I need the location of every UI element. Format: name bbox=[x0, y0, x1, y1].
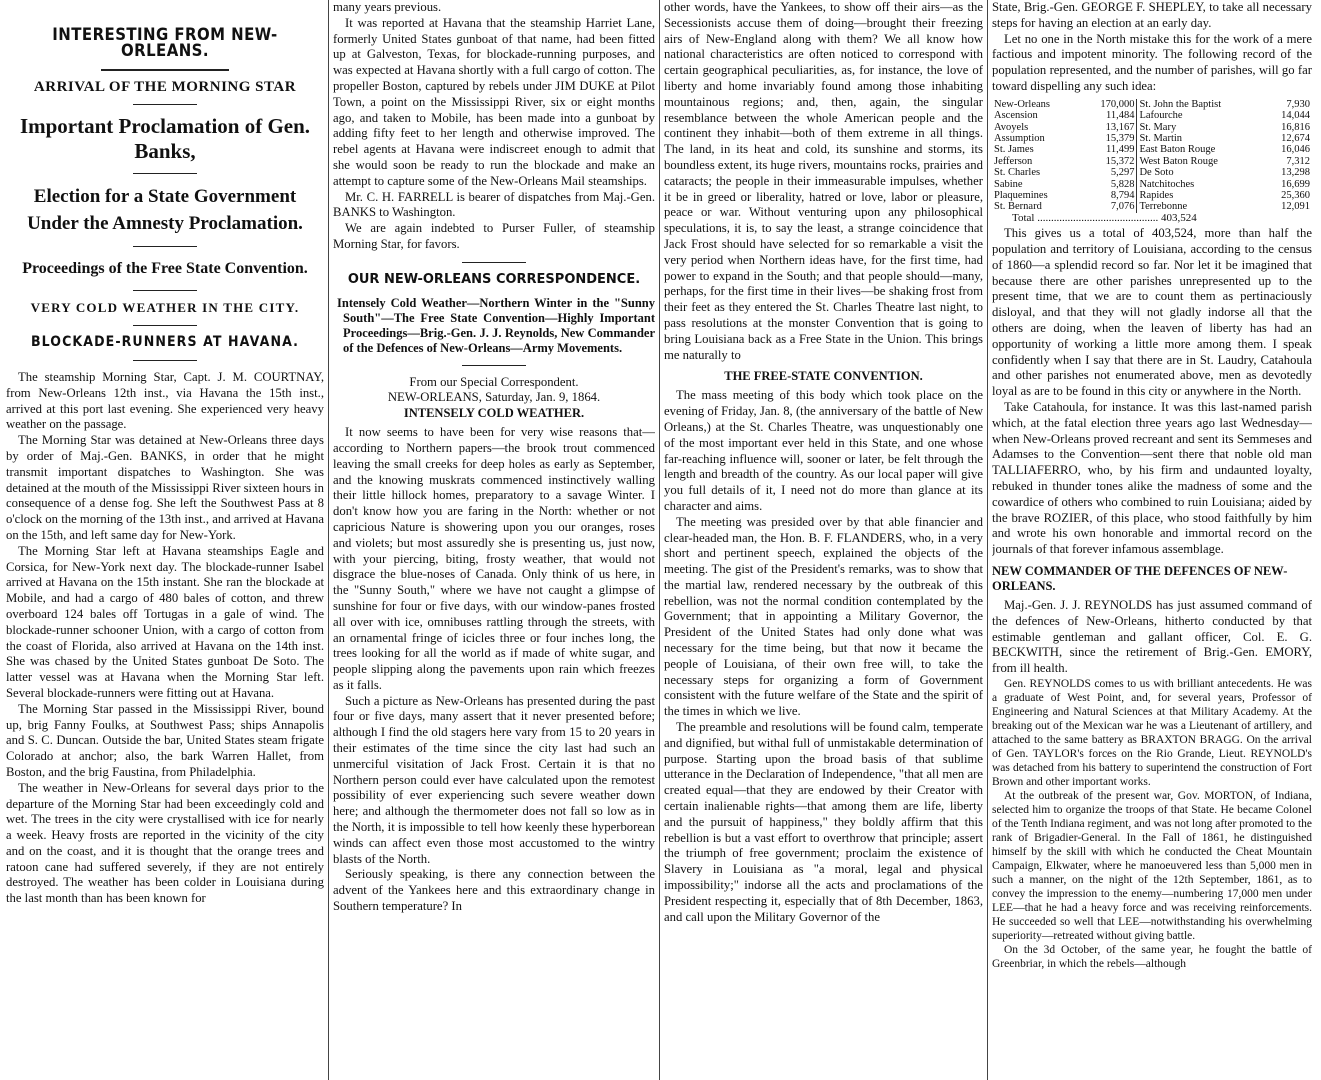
paragraph: This gives us a total of 403,524, more than half the population and territory of Louisiana, according to the census of 1860—a splendid record so far. Nor let it be imagined that because there are other parishes unrepresented up to the present time, that we are to count them as pertinaciously disloyal, and that they will not gladly indorse all that the others are doing, when the leaven of liberty has had an opportunity of working a little more among them. I speak confidently when I say that there are in St. Laudry, Catahoula and other parishes not enumerated above, men as devotedly loyal as are to be found in this city or anywhere in the North. bbox=[992, 226, 1312, 399]
paragraph: Take Catahoula, for instance. It was this last-named parish which, at the fatal election three years ago last Wednesday—when New-Orleans proved recreant and sent its Semmeses and Adamses to the Convention—sent there that noble old man TALLIAFERRO, who, by his firm and undaunted loyalty, rebuked in thunder tones alike the madness of some and the cowardice of others who combined to ruin Louisiana; aided by the brave ROZIER, of this place, who stood faithfully by him and wrote his own honorable and immortal record on the journals of that forever infamous assemblage. bbox=[992, 400, 1312, 557]
paragraph: The preamble and resolutions will be found calm, temperate and dignified, but withal full of unmistakable determination of purpose. Starting upon the broad basis of that sublime utterance in the Declaration of Independence, "that all men are created equal—that they are endowed by their Creator with certain inalienable rights—that among them are life, liberty and the pursuit of happiness," they boldly affirm that this rebellion is but a vast effort to overthrow that principle; assert the triumph of free government; proclaim the existence of Slavery in Louisiana as "a moral, legal and physical impossibility;" indorse all the acts and proclamations of the President respecting it, especially that of 8th December, 1863, and call upon the Military Governor of the bbox=[664, 720, 983, 924]
parish-name: Ascension bbox=[994, 110, 1038, 122]
population-table bbox=[992, 99, 1312, 224]
parish-name: Jefferson bbox=[994, 155, 1033, 167]
headline-proclamation: Important Proclamation of Gen. Banks, bbox=[19, 114, 311, 164]
divider bbox=[133, 290, 197, 291]
population-row bbox=[992, 167, 1312, 178]
parish-name: West Baton Rouge bbox=[1139, 155, 1218, 167]
total-value: 403,524 bbox=[1160, 211, 1197, 224]
parish-name: Natchitoches bbox=[1139, 178, 1195, 190]
population-row bbox=[992, 133, 1312, 144]
population-row bbox=[992, 179, 1312, 190]
paragraph: Gen. REYNOLDS comes to us with brilliant antecedents. He was a graduate of West Point, and, for several years, Professor of Engineering and Natural Sciences at that Military Academy. At the breaking out of the Mexican war he was a Lieutenant of artillery, and attached to the same battery as BRAXTON BRAGG. On the arrival of Gen. TAYLOR's forces on the Rio Grande, Lieut. REYNOLD's was detached from his battery to superintend the construction of Fort Brown and other important works. bbox=[992, 677, 1312, 788]
parish-population: 16,046 bbox=[1281, 144, 1310, 156]
parish-population: 14,044 bbox=[1281, 110, 1310, 122]
population-row bbox=[992, 190, 1312, 201]
parish-name: Lafourche bbox=[1139, 110, 1183, 122]
divider bbox=[133, 360, 197, 361]
population-total: Total ............................................ 403,524 bbox=[1012, 211, 1197, 224]
divider bbox=[133, 104, 197, 105]
headline-convention: Proceedings of the Free State Convention. bbox=[22, 260, 308, 278]
paragraph: The Morning Star passed in the Mississippi River, bound up, brig Fanny Foulks, at Southwest Pass; ships Annapolis and S. C. Duncan. Outside the bar, United States steam frigate Colorado at anchor; also, the bark Warren Hallet, from Boston, and the brig Faustina, from Philadelphia. bbox=[6, 701, 324, 779]
paragraph: It now seems to have been for very wise reasons that—according to Northern papers—the brook trout commenced leaving the small creeks for deep holes as early as September, and the knowing muskrats commenced instinctively walling their little hillock homes, preparatory to a savage Winter. I don't know how you are faring in the North: whether or not capricious Nature is showering upon you our oranges, roses and violets; but most assuredly she is presenting us, just now, with your piercing, biting, frosty weather, that would not disgrace the blue-noses of Canada. Only think of us here, in the "Sunny South," where we have not caught a glimpse of sunshine for four or five days, with our window-panes frosted all over with ice, omnibuses rattling through the streets, with an ornamental fringe of icicles three or four inches long, the trees looking for all the world as if made of white sugar, and people slipping along the pavements upon rain which freezes as it falls. bbox=[333, 425, 655, 692]
parish-population: 16,816 bbox=[1281, 121, 1310, 133]
parish-name: St. Bernard bbox=[994, 201, 1042, 213]
parish-population: 12,091 bbox=[1281, 201, 1310, 213]
divider bbox=[133, 325, 197, 326]
correspondent-source: From our Special Correspondent. bbox=[409, 374, 579, 389]
population-row bbox=[992, 144, 1312, 155]
parish-population: 170,000 bbox=[1080, 99, 1137, 110]
divider bbox=[462, 262, 526, 263]
parish-name: St. Mary bbox=[1139, 121, 1177, 133]
subhead-cold-weather: INTENSELY COLD WEATHER. bbox=[403, 406, 585, 421]
paragraph: At the outbreak of the present war, Gov. MORTON, of Indiana, selected him to organize the troops of that State. He became Colonel of the Tenth Indiana regiment, and was not long after promoted to the rank of Brigadier-General. In the Fall of 1861, he distinguished himself by the skill with which he conducted the Cheat Mountain Campaign, Elkwater, where he manoeuvered less than 5,000 men in such a manner, on the night of the 12th September, 1861, as to convey the impression to the enemy—numbering 17,000 men under LEE—that he had a heavy force and was receiving reinforcements. He succeeded so well that LEE—notwithstanding his overwhelming superiority—retreated without giving battle. bbox=[992, 789, 1312, 942]
parish-population: 13,167 bbox=[1080, 122, 1137, 133]
column-4 bbox=[992, 0, 1312, 1080]
column-3 bbox=[664, 0, 983, 1080]
divider bbox=[133, 173, 197, 174]
parish-population: 12,674 bbox=[1281, 133, 1310, 144]
parish-population: 15,379 bbox=[1080, 133, 1137, 144]
paragraph: Seriously speaking, is there any connection between the advent of the Yankees here and this extraordinary change in Southern temperature? In bbox=[333, 867, 655, 914]
dateline: NEW-ORLEANS, Saturday, Jan. 9, 1864. bbox=[387, 390, 601, 405]
parish-population: 15,372 bbox=[1080, 156, 1137, 167]
column-rule bbox=[328, 0, 329, 1080]
parish-name: Terrebonne bbox=[1139, 201, 1188, 213]
paragraph: Mr. C. H. FARRELL is bearer of dispatches from Maj.-Gen. BANKS to Washington. bbox=[333, 189, 655, 220]
parish-population: 7,076 bbox=[1080, 201, 1137, 212]
paragraph: The mass meeting of this body which took place on the evening of Friday, Jan. 8, (the anniversary of the battle of New Orleans,) at the St. Charles Theatre, was unquestionably one of the most important ever held in this State, and one whose far-reaching influence will, sooner or later, be felt through the length and breadth of the country. As our local paper will give you full details of it, I need not do more than glance at its character and aims. bbox=[664, 388, 983, 513]
divider bbox=[462, 365, 526, 366]
divider bbox=[101, 69, 228, 71]
paragraph: many years previous. bbox=[333, 0, 442, 14]
parish-name: Assumption bbox=[994, 133, 1045, 144]
main-headline: INTERESTING FROM NEW-ORLEANS. bbox=[52, 25, 278, 61]
parish-population: 11,499 bbox=[1080, 144, 1137, 155]
paragraph: The meeting was presided over by that able financier and clear-headed man, the Hon. B. F. FLANDERS, who, in a very short and pertinent speech, explained the objects of the meeting. The gist of the President's remarks, was to show that the martial law, rendered necessary by the outbreak of this rebellion, was not the normal condition contemplated by the Government; that in appointing a Military Governor, the President of the United States had only done what was necessary for the time being, but that now it became the people of Louisiana, of their own free will, to take the necessary steps for organizing a form of Government consistent with the future welfare of the State and the spirit of the times in which we live. bbox=[664, 514, 983, 719]
headline-weather: VERY COLD WEATHER IN THE CITY. bbox=[30, 300, 300, 316]
parish-population: 16,699 bbox=[1281, 178, 1310, 190]
parish-name: St. James bbox=[994, 144, 1034, 156]
total-label: Total bbox=[1012, 211, 1035, 224]
paragraph: Maj.-Gen. J. J. REYNOLDS has just assumed command of the defences of New-Orleans, hitherto conducted by that estimable gentleman and gallant officer, Col. E. G. BECKWITH, since the retirement of Brig.-Gen. EMORY, from ill health. bbox=[992, 597, 1312, 676]
paragraph: The weather in New-Orleans for several days prior to the departure of the Morning Star had been exceedingly cold and wet. The trees in the city were crystallised with ice for nearly a week. Heavy frosts are reported in the vicinity of the city and on the coast, and it is thought that the orange trees and ratoon cane had suffered severely, if they are not entirely destroyed. The weather has been colder in Louisiana during the last month than has been known for bbox=[6, 780, 324, 906]
column-rule bbox=[659, 0, 660, 1080]
parish-name: Rapides bbox=[1139, 190, 1174, 202]
population-row bbox=[992, 156, 1312, 167]
parish-name: Plaquemines bbox=[994, 190, 1048, 202]
parish-name: Sabine bbox=[994, 178, 1023, 190]
paragraph: On the 3d October, of the same year, he fought the battle of Greenbriar, in which the rebels—although bbox=[992, 943, 1312, 970]
paragraph: State, Brig.-Gen. GEORGE F. SHEPLEY, to take all necessary steps for having an election at an early day. bbox=[992, 0, 1312, 30]
paragraph: We are again indebted to Purser Fuller, of steamship Morning Star, for favors. bbox=[333, 221, 655, 251]
headline-election: Election for a State Government Under the Amnesty Proclamation. bbox=[27, 186, 303, 235]
paragraph: Let no one in the North mistake this for the work of a mere factious and impotent minority. The following record of the population represented, and the number of parishes, will go far toward dispelling any such idea: bbox=[992, 31, 1312, 93]
correspondence-heading: OUR NEW-ORLEANS CORRESPONDENCE. bbox=[347, 271, 641, 287]
divider bbox=[133, 246, 197, 247]
parish-name: Avoyels bbox=[994, 121, 1029, 133]
parish-name: St. Charles bbox=[994, 167, 1041, 179]
parish-population: 11,484 bbox=[1080, 110, 1137, 121]
parish-population: 25,360 bbox=[1281, 190, 1310, 202]
paragraph: The Morning Star was detained at New-Orleans three days by order of Maj.-Gen. BANKS, in order that he might transmit important dispatches to Washington. She was detained at the mouth of the Mississippi River sixteen hours in consequence of a dense fog. She left the Southwest Pass at 8 o'clock on the morning of the 13th inst., and arrived at Havana on the 15th, and left same day for New-York. bbox=[6, 433, 324, 542]
paragraph: The Morning Star left at Havana steamships Eagle and Corsica, for New-York next day. The blockade-runner Isabel arrived at Havana on the 15th instant. She ran the blockade at Mobile, and had a cargo of 480 bales of cotton, and threw overboard 124 bales off Tortugas in a gale of wind. The blockade-runner schooner Union, with a cargo of cotton from the coast of Florida, also arrived at Havana on the 14th inst. She was chased by the United States gunboat De Soto. The latter vessel was at Havana when the Morning Star left. Several blockade-runners were fitting out at Havana. bbox=[6, 543, 324, 700]
parish-population: 7,930 bbox=[1286, 98, 1310, 110]
population-row bbox=[992, 110, 1312, 121]
headline-blockade: BLOCKADE-RUNNERS AT HAVANA. bbox=[30, 334, 300, 351]
parish-population: 13,298 bbox=[1281, 167, 1310, 179]
parish-name: East Baton Rouge bbox=[1139, 144, 1216, 156]
column-rule bbox=[987, 0, 988, 1080]
paragraph: It was reported at Havana that the steamship Harriet Lane, formerly United States gunboat of that name, had been fitted up at Galveston, Texas, for blockade-running purposes, and was expected at Havana shortly with a full cargo of cotton. The propeller Boston, captured by rebels under JIM DUKE at Pilot Town, a point on the Mississippi River, six or eight months ago, and taken to Mobile, has been made into a gunboat by adding fifty feet to her length and otherwise improved. The rebel agents at Havana were indiscreet enough to admit that she would soon be ready to run the blockade and make an attempt to capture some of the New-Orleans Mail steamships. bbox=[333, 15, 655, 188]
parish-name: De Soto bbox=[1139, 167, 1174, 179]
parish-population: 5,828 bbox=[1080, 179, 1137, 190]
parish-population: 5,297 bbox=[1080, 167, 1137, 178]
correspondence-deck: Intensely Cold Weather—Northern Winter in the "Sunny South"—The Free State Convention—Highly Important Proceedings—Brig.-Gen. J. J. Reynolds, New Commander of the Defences of New-Orleans—Army Movements. bbox=[337, 295, 655, 355]
parish-population: 7,312 bbox=[1286, 155, 1310, 167]
parish-name: St. John the Baptist bbox=[1139, 98, 1222, 110]
population-row bbox=[992, 99, 1312, 110]
subhead-new-commander: NEW COMMANDER OF THE DEFENCES OF NEW-ORLEANS. bbox=[992, 563, 1288, 593]
paragraph: Such a picture as New-Orleans has presented during the past four or five days, many assert that it never presented before; although I find the old stagers here vary from 15 to 20 years in their estimates of the time since the city last had such an unmerciful visitation of Jack Frost. Certain it is that no Northern person could ever have calculated upon the remotest possibility of ever experiencing such severe weather down here; and although the thermometer does not fall so low as in the North, it is impossible to tell how keenly these hyperborean winds can affect even those most accustomed to the wintry blasts of the North. bbox=[333, 693, 655, 866]
parish-name: St. Martin bbox=[1139, 133, 1183, 144]
parish-population: 8,794 bbox=[1080, 190, 1137, 201]
headline-arrival: ARRIVAL OF THE MORNING STAR bbox=[33, 78, 297, 95]
parish-name: New-Orleans bbox=[994, 98, 1050, 110]
column-1 bbox=[6, 0, 324, 1080]
column-2 bbox=[333, 0, 655, 1080]
paragraph: other words, have the Yankees, to show off their airs—as the Secessionists accuse them of doing—brought their freezing airs of New-England along with them? We all know how national characteristics are often noticed to correspond with certain geographical peculiarities, as, for instance, the love of liberty and home invariably found among those inhabiting mountainous regions; and, then, again, the singular resemblance between the whole American people and the continent they inhabit—both of them extreme in all things. The land, in its heat and cold, its sunshine and storms, its boundless extent, its huge rivers, mountains rocks, prairies and cataracts; the people in their immeasurable impulses, whether it be in greed or liberality, hatred or love, labor or pleasure, peace or war. Without venturing upon any philosophical speculations, it is, to say the least, a strange coincidence that Jack Frost should have selected for so remarkable a visit the very period when Northern ideas have, for the first time, had power to expand in the South; and that people should—many, perhaps, for the first time in their lives—be shaking frost from their feet as they entered the St. Charles Theatre last night, to pass resolutions at the monster Convention that is going to bring Louisiana back as a Free State in the Union. This brings me naturally to bbox=[664, 0, 983, 362]
paragraph: The steamship Morning Star, Capt. J. M. COURTNAY, from New-Orleans 12th inst., via Havana the 15th inst., arrived at this port last evening. She experienced very heavy weather on the passage. bbox=[6, 369, 324, 432]
population-row bbox=[992, 122, 1312, 133]
subhead-free-state-convention: THE FREE-STATE CONVENTION. bbox=[724, 369, 923, 384]
